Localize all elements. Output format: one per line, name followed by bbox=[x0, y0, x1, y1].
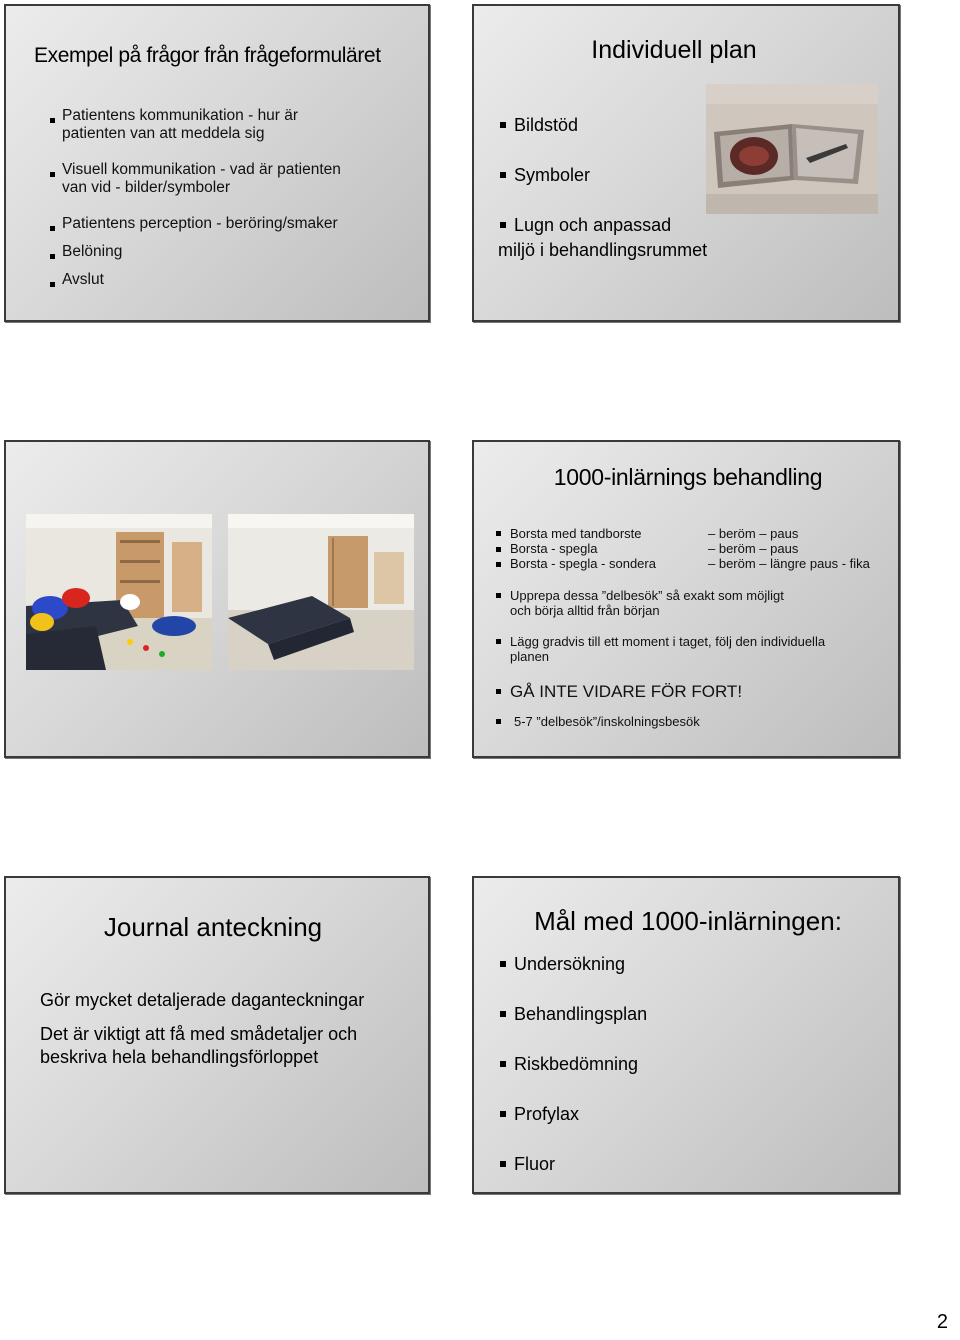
slide-goals bbox=[472, 876, 900, 1194]
bullet-icon bbox=[496, 639, 501, 644]
bullet-icon bbox=[500, 172, 506, 178]
bullet-icon bbox=[500, 1011, 506, 1017]
bullet-icon bbox=[500, 1061, 506, 1067]
slide-individual-plan bbox=[472, 4, 900, 322]
praise-list: – beröm – paus – beröm – paus – beröm – längre paus - fika bbox=[708, 526, 870, 571]
bullet-icon bbox=[50, 254, 55, 259]
bullet-icon bbox=[50, 226, 55, 231]
treatment-room-photo bbox=[228, 514, 414, 670]
slide-journal-note bbox=[4, 876, 430, 1194]
list-item: Lugn och anpassad bbox=[514, 215, 672, 235]
bullet-icon bbox=[500, 122, 506, 128]
list-item: Upprepa dessa ”delbesök” så exakt som möjligt och börja alltid från början bbox=[510, 588, 784, 618]
slide-title: Individuell plan bbox=[591, 36, 757, 64]
slide-room-photos bbox=[4, 440, 430, 758]
list-item: Riskbedömning bbox=[514, 1054, 639, 1074]
bullet-icon bbox=[500, 222, 506, 228]
slide-thousand-learning-treatment bbox=[472, 440, 900, 758]
warning-text: GÅ INTE VIDARE FÖR FORT! bbox=[510, 682, 743, 701]
paragraph: Gör mycket detaljerade daganteckningar bbox=[40, 990, 365, 1010]
paragraph: Det är viktigt att få med smådetaljer och beskriva hela behandlingsförloppet bbox=[40, 1024, 358, 1067]
page-number: 2 bbox=[936, 1311, 948, 1333]
bullet-icon bbox=[500, 1111, 506, 1117]
list-item: Undersökning bbox=[514, 954, 626, 974]
list-item: Belöning bbox=[62, 243, 123, 260]
picture-book-photo bbox=[706, 84, 878, 214]
bullet-icon bbox=[500, 1161, 506, 1167]
treatment-room-photo bbox=[26, 514, 212, 670]
list-item-continuation: miljö i behandlingsrummet bbox=[498, 240, 708, 260]
list-item: Bildstöd bbox=[514, 115, 579, 135]
bullet-icon bbox=[496, 593, 501, 598]
bullet-icon bbox=[496, 719, 501, 724]
list-item: Visuell kommunikation - vad är patienten van vid - bilder/symboler bbox=[62, 161, 341, 196]
slide-title: 1000-inlärnings behandling bbox=[553, 464, 823, 490]
list-item: Patientens kommunikation - hur är patienten van att meddela sig bbox=[62, 107, 299, 142]
bullet-icon bbox=[500, 961, 506, 967]
list-item: Symboler bbox=[514, 165, 591, 185]
slide-title: Mål med 1000-inlärningen: bbox=[534, 906, 842, 936]
slide-title: Exempel på frågor från frågeformuläret bbox=[34, 44, 381, 67]
bullet-icon bbox=[50, 118, 55, 123]
slide-title: Journal anteckning bbox=[103, 912, 323, 942]
bullet-icon bbox=[496, 547, 501, 552]
list-item: Behandlingsplan bbox=[514, 1004, 648, 1024]
list-item: Profylax bbox=[514, 1104, 580, 1124]
bullet-icon bbox=[496, 562, 501, 567]
list-item: Avslut bbox=[62, 271, 104, 288]
step-list: Borsta med tandborste Borsta - spegla Borsta - spegla - sondera bbox=[510, 526, 656, 571]
list-item: Lägg gradvis till ett moment i taget, följ den individuella planen bbox=[510, 634, 826, 664]
bullet-icon bbox=[50, 282, 55, 287]
bullet-icon bbox=[496, 689, 501, 694]
list-item: Fluor bbox=[514, 1154, 556, 1174]
slide-questionnaire bbox=[4, 4, 430, 322]
bullet-icon bbox=[496, 531, 501, 536]
list-item: 5-7 ”delbesök”/inskolningsbesök bbox=[514, 714, 700, 729]
bullet-icon bbox=[50, 172, 55, 177]
list-item: Patientens perception - beröring/smaker bbox=[62, 215, 338, 232]
